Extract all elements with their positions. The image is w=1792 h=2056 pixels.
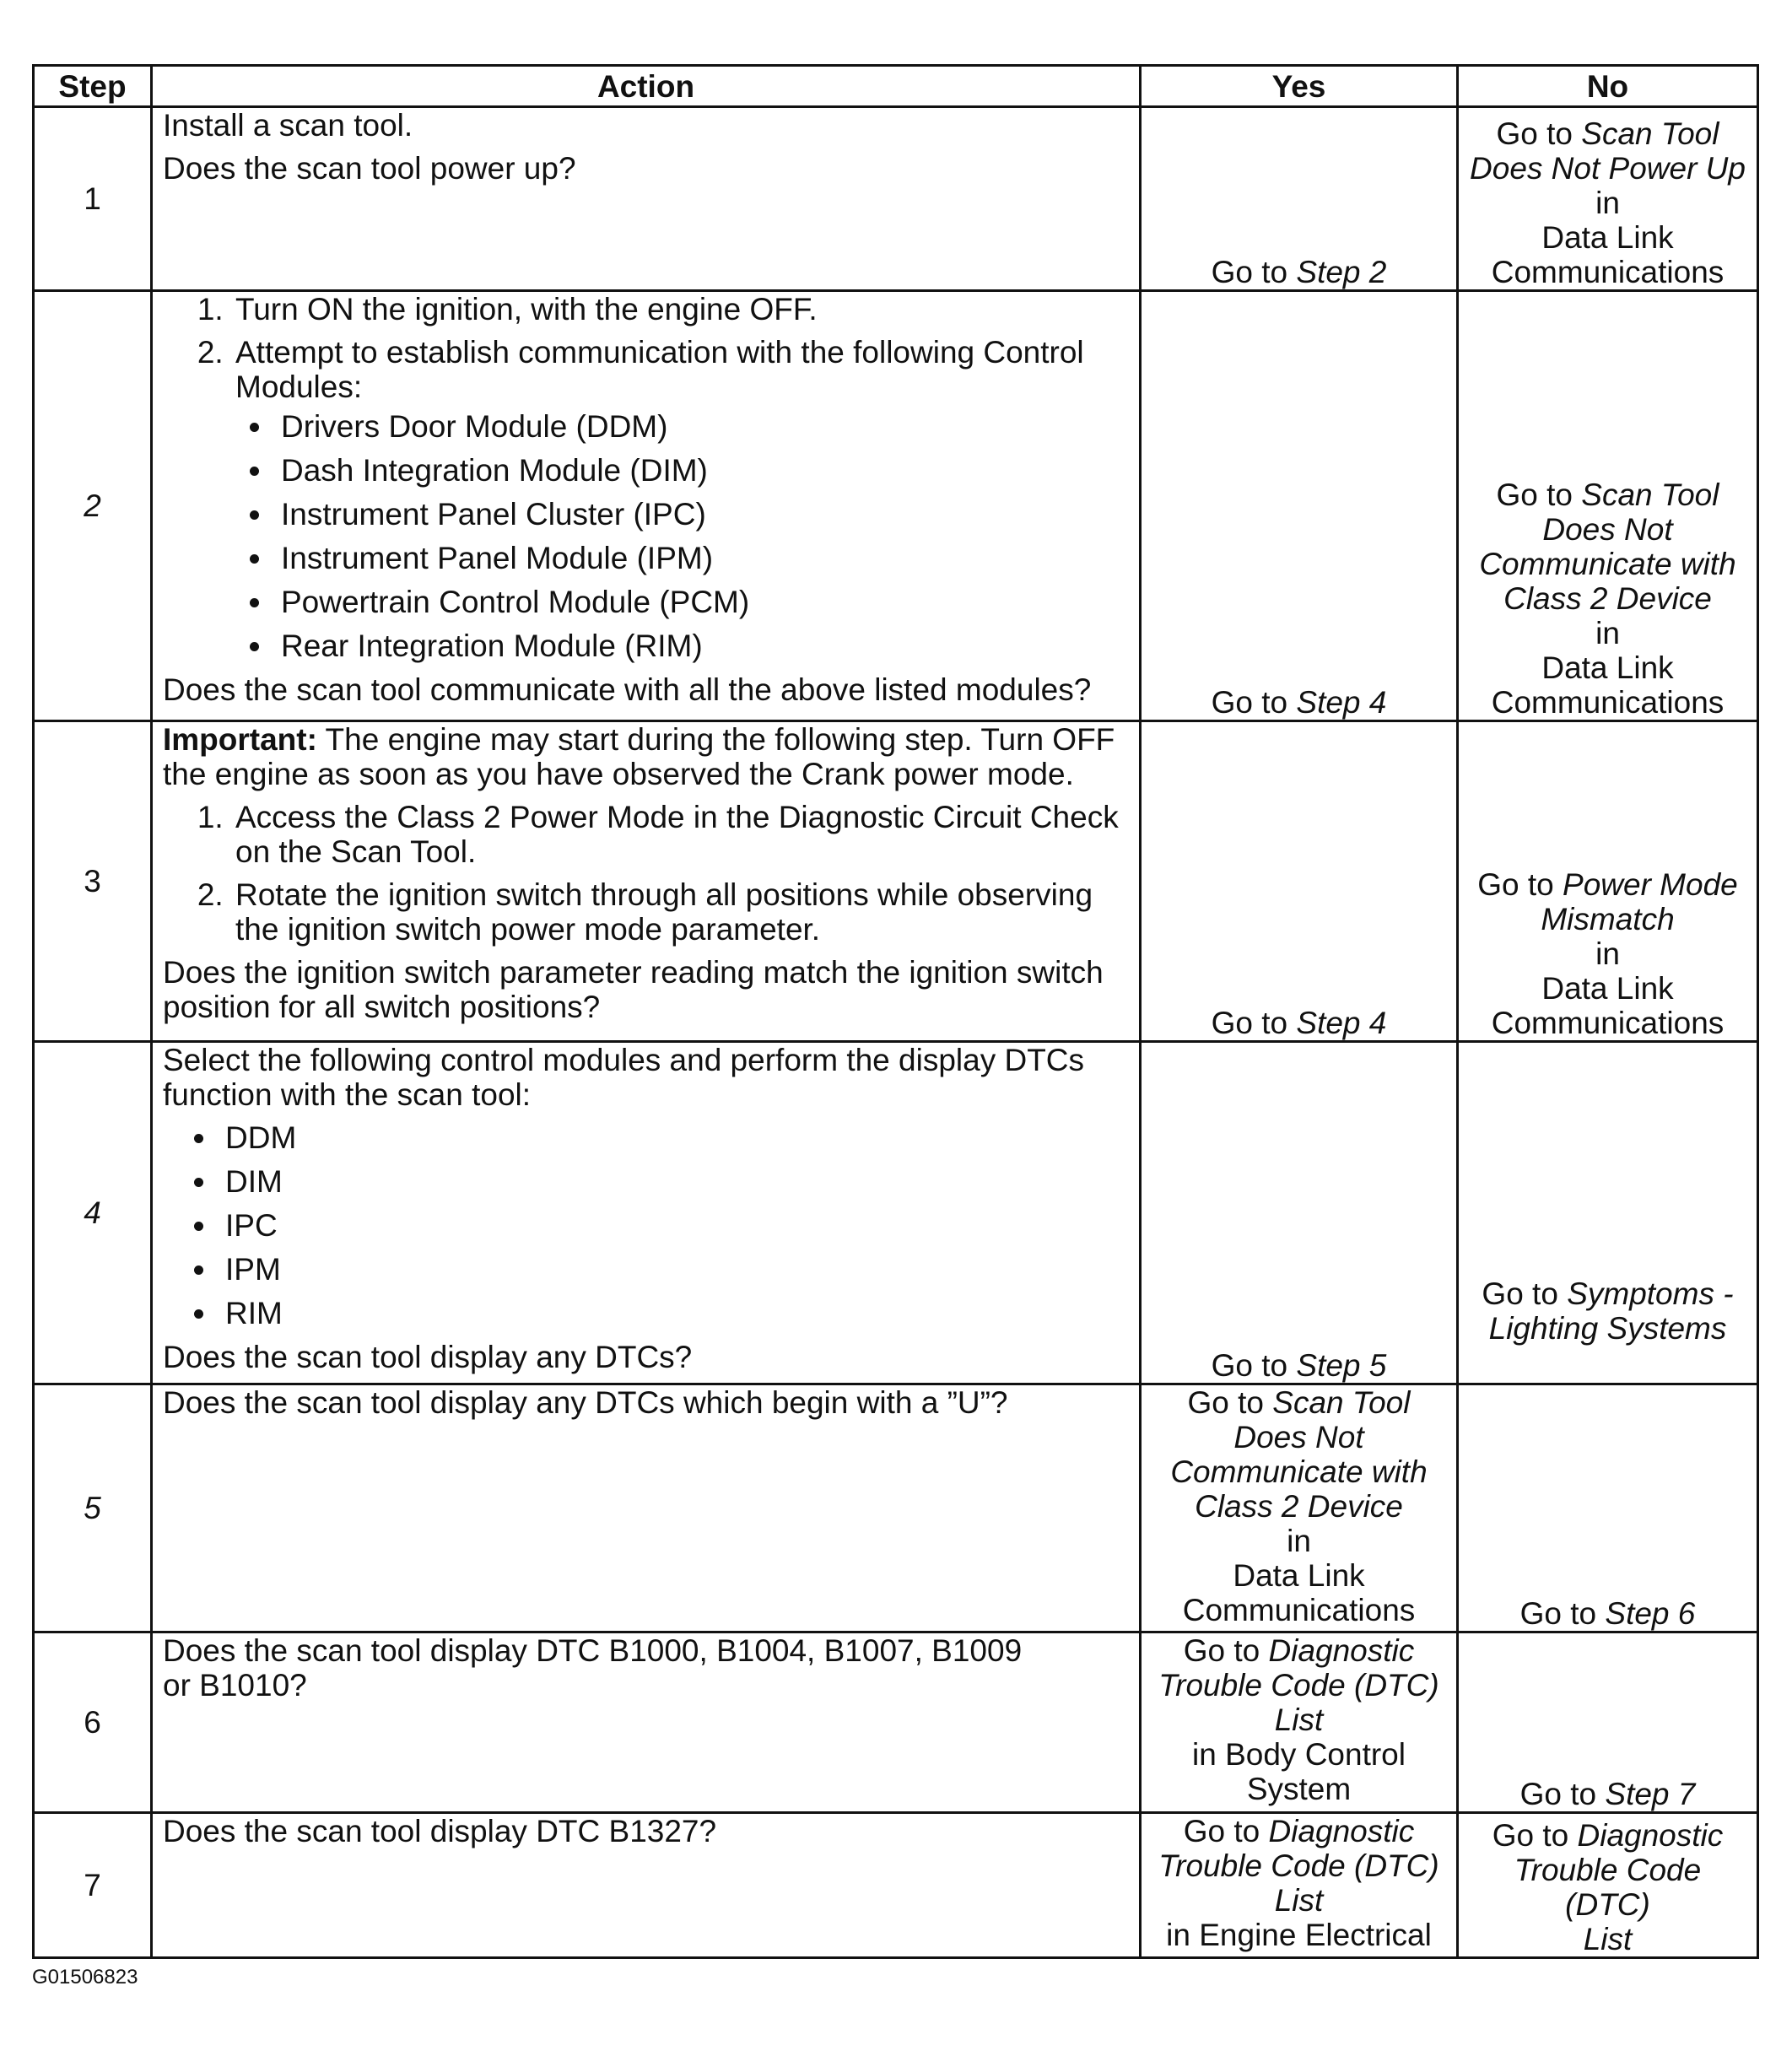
goto-text: Go to [1187,1385,1273,1420]
action-cell [152,107,1141,291]
procedure-link[interactable]: Class 2 Device [1503,581,1712,616]
step-number: 6 [34,1632,152,1813]
yes-cell [1141,721,1458,1042]
important-text: The engine may start during the following step. Turn OFF the engine as soon as you have observed the Crank power mode. [163,722,1115,791]
procedure-link[interactable]: Trouble Code (DTC) [1158,1668,1439,1703]
action-cell [152,291,1141,721]
yes-cell [1141,1042,1458,1384]
list-item: • Instrument Panel Module (IPM) [274,541,1129,575]
procedure-link[interactable]: Trouble Code (DTC) [1514,1853,1702,1922]
numbered-step: 2. Rotate the ignition switch through all positions while observing the ignition switch power mode parameter. [232,877,1129,947]
procedure-link[interactable]: Communicate with [1170,1454,1428,1489]
action-question: Does the scan tool display DTC B1327? [163,1814,717,1848]
procedure-link[interactable]: Mismatch [1541,902,1675,936]
list-item: • Instrument Panel Cluster (IPC) [274,497,1129,532]
in-text: in [1287,1524,1311,1558]
figure-code: G01506823 [32,1966,138,1989]
table-row-step-4 [34,1042,1758,1384]
table-row-step-3 [34,721,1758,1042]
list-item: • Rear Integration Module (RIM) [274,629,1129,663]
goto-text: Go to [1492,1818,1578,1853]
step-link[interactable]: Step 4 [1296,1006,1387,1040]
step-link[interactable]: Step 7 [1605,1777,1696,1811]
goto-text: Go to [1519,1777,1606,1811]
list-item: • DIM [219,1164,1129,1199]
numbered-steps [163,800,1129,947]
no-cell [1458,721,1758,1042]
section-ref: Data Link [1541,220,1674,255]
action-cell [152,721,1141,1042]
procedure-link[interactable]: Does Not [1233,1420,1364,1454]
section-ref: Communications [1491,1006,1725,1040]
yes-cell [1141,1632,1458,1813]
action-question: Does the scan tool display any DTCs? [163,1340,693,1374]
procedure-link[interactable]: Power Mode [1563,867,1738,902]
list-item: • RIM [219,1296,1129,1330]
table-row-step-6 [34,1632,1758,1813]
action-cell [152,1384,1141,1632]
list-item: • Powertrain Control Module (PCM) [274,585,1129,619]
procedure-link[interactable]: Communicate with [1479,547,1736,581]
important-label: Important: [163,722,317,757]
action-question: Does the ignition switch parameter reading match the ignition switch position for all switch positions? [163,955,1104,1024]
step-link[interactable]: Step 4 [1296,685,1387,720]
table-row-step-1 [34,107,1758,291]
step-link[interactable]: Step 6 [1605,1596,1696,1631]
step-number: 5 [34,1384,152,1632]
procedure-link[interactable]: Scan Tool [1581,116,1719,151]
procedure-link[interactable]: Does Not Power Up [1470,151,1746,186]
goto-text: Go to [1183,1814,1269,1848]
no-cell [1458,291,1758,721]
step-link[interactable]: Step 5 [1296,1348,1387,1383]
action-question: Does the scan tool display any DTCs which begin with a ”U”? [163,1385,1008,1420]
procedure-link[interactable]: List [1274,1883,1324,1918]
action-question: Does the scan tool communicate with all the above listed modules? [163,672,1092,707]
in-text: in [1595,186,1620,220]
section-ref: Data Link [1233,1558,1365,1593]
section-ref: System [1246,1772,1352,1806]
action-question: Does the scan tool display DTC B1000, B1004, B1007, B1009 or B1010? [163,1633,1023,1703]
procedure-link[interactable]: Symptoms - [1567,1276,1734,1311]
yes-cell [1141,1384,1458,1632]
step-number: 3 [34,721,152,1042]
action-cell [152,1813,1141,1958]
step-number: 1 [34,107,152,291]
goto-text: Go to [1211,685,1297,720]
procedure-link[interactable]: Lighting Systems [1488,1311,1727,1346]
list-item: • Dash Integration Module (DIM) [274,453,1129,488]
in-text: in [1595,616,1620,650]
procedure-link[interactable]: Does Not [1542,512,1673,547]
step-number: 4 [34,1042,152,1384]
section-ref: in Body Control [1192,1737,1406,1772]
section-ref: Data Link [1541,650,1674,685]
header-no: No [1458,66,1758,107]
module-list [235,409,1129,663]
table-row-step-2 [34,291,1758,721]
procedure-link[interactable]: Scan Tool [1581,478,1719,512]
step-text: Attempt to establish communication with the following Control Modules: [235,335,1084,404]
list-item: • IPM [219,1252,1129,1287]
no-cell [1458,1042,1758,1384]
no-cell [1458,1632,1758,1813]
list-item: • Drivers Door Module (DDM) [274,409,1129,444]
header-step: Step [34,66,152,107]
yes-cell [1141,107,1458,291]
table-row-step-5 [34,1384,1758,1632]
important-note [163,722,1129,791]
goto-text: Go to [1211,1348,1297,1383]
in-text: in [1595,936,1620,971]
procedure-link[interactable]: Trouble Code (DTC) [1158,1848,1439,1883]
procedure-link[interactable]: Class 2 Device [1195,1489,1403,1524]
section-ref: Data Link [1541,971,1674,1006]
numbered-steps [163,292,1129,663]
procedure-link[interactable]: Diagnostic [1268,1814,1415,1848]
header-yes: Yes [1141,66,1458,107]
numbered-step: 1. Turn ON the ignition, with the engine OFF. [232,292,1129,326]
procedure-link[interactable]: List [1583,1922,1633,1956]
procedure-link[interactable]: Diagnostic [1577,1818,1724,1853]
goto-text: Go to [1477,867,1563,902]
table-header-row [34,66,1758,107]
section-ref: Communications [1491,255,1725,289]
goto-text: Go to [1496,478,1582,512]
action-text: Select the following control modules and perform the display DTCs function with the scan tool: [163,1043,1085,1112]
goto-text: Go to [1211,1006,1297,1040]
step-link[interactable]: Step 2 [1296,255,1387,289]
goto-text: Go to [1183,1633,1269,1668]
numbered-step [232,335,1129,663]
no-cell [1458,107,1758,291]
module-list [163,1120,1129,1330]
header-action: Action [152,66,1141,107]
diagnostic-table-container [32,64,1757,1959]
section-ref: Communications [1182,1593,1416,1627]
numbered-step: 1. Access the Class 2 Power Mode in the Diagnostic Circuit Check on the Scan Tool. [232,800,1129,869]
no-cell [1458,1813,1758,1958]
no-cell [1458,1384,1758,1632]
list-item: • IPC [219,1208,1129,1243]
goto-text: Go to [1211,255,1297,289]
action-cell [152,1042,1141,1384]
yes-cell [1141,291,1458,721]
step-number: 2 [34,291,152,721]
action-text: Install a scan tool. [163,108,413,143]
action-cell [152,1632,1141,1813]
procedure-link[interactable]: Diagnostic [1268,1633,1415,1668]
procedure-link[interactable]: List [1274,1703,1324,1737]
table-row-step-7 [34,1813,1758,1958]
section-ref: Communications [1491,685,1725,720]
section-ref: in Engine Electrical [1166,1918,1432,1952]
goto-text: Go to [1482,1276,1568,1311]
procedure-link[interactable]: Scan Tool [1272,1385,1411,1420]
yes-cell [1141,1813,1458,1958]
diagnostic-table [32,64,1759,1959]
goto-text: Go to [1496,116,1582,151]
list-item: • DDM [219,1120,1129,1155]
goto-text: Go to [1519,1596,1606,1631]
action-question: Does the scan tool power up? [163,151,576,186]
step-number: 7 [34,1813,152,1958]
